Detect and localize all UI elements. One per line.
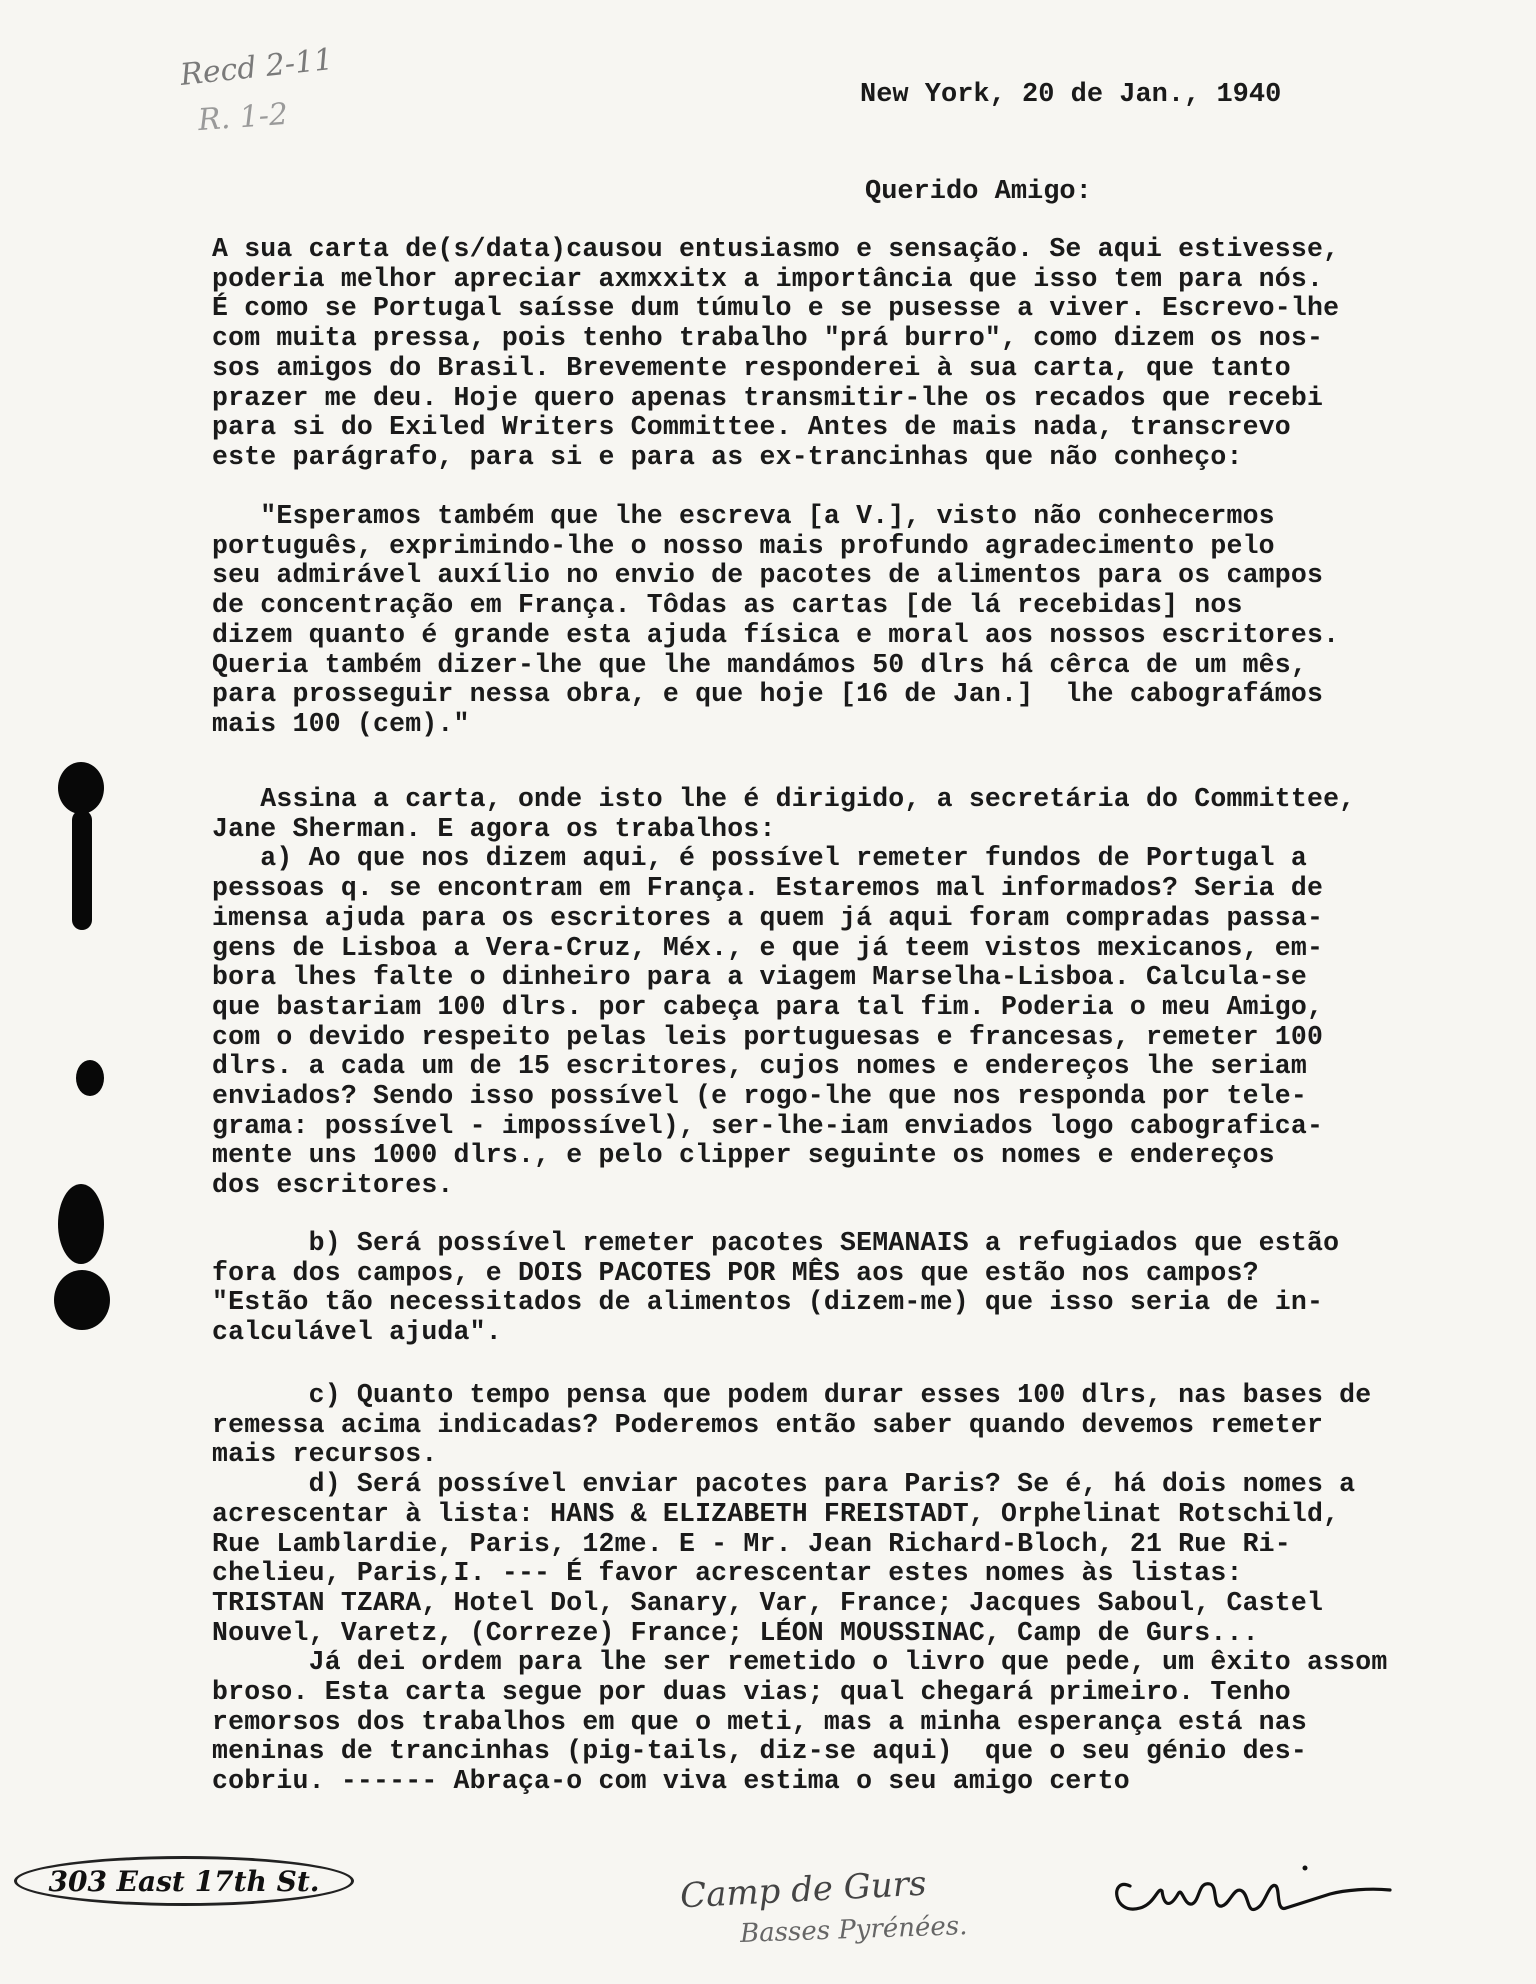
text-line: poderia melhor apreciar axmxxitx a importância que isso tem para nós. [212, 263, 1324, 294]
text-line: de concentração em França. Tôdas as cartas [de lá recebidas] nos [212, 590, 1243, 621]
text-line: Rue Lamblardie, Paris, 12me. E - Mr. Jean Richard-Bloch, 21 Rue Ri- [212, 1528, 1291, 1559]
text-line: calculável ajuda". [212, 1317, 502, 1348]
paragraph-intro [212, 235, 1502, 473]
text-line: remessa acima indicadas? Poderemos então saber quando devemos remeter [212, 1409, 1324, 1440]
text-line: mais recursos. [212, 1439, 438, 1470]
salutation: Querido Amigo: [865, 177, 1092, 207]
text-line: acrescentar à lista: HANS & ELIZABETH FREISTADT, Orphelinat Rotschild, [212, 1498, 1340, 1529]
text-line: mente uns 1000 dlrs., e pelo clipper seguinte os nomes e endereços [212, 1140, 1275, 1171]
text-line: prazer me deu. Hoje quero apenas transmitir-lhe os recados que recebi [212, 382, 1324, 413]
text-line: dos escritores. [212, 1170, 454, 1201]
ink-blot [58, 1184, 104, 1264]
text-line: d) Será possível enviar pacotes para Paris? Se é, há dois nomes a [212, 1469, 1356, 1500]
text-line: "Estão tão necessitados de alimentos (dizem-me) que isso seria de in- [212, 1287, 1324, 1318]
text-line: com muita pressa, pois tenho trabalho "prá burro", como dizem os nos- [212, 323, 1324, 354]
ink-blot [54, 1270, 110, 1330]
archival-note-2: R. 1-2 [196, 96, 290, 139]
text-line: pessoas q. se encontram em França. Estaremos mal informados? Seria de [212, 873, 1324, 904]
handwritten-note-line-1: Camp de Gurs [679, 1863, 928, 1917]
text-line: grama: possível - impossível), ser-lhe-iam enviados logo cabografica- [212, 1110, 1324, 1141]
text-line: Nouvel, Varetz, (Correze) France; LÉON MOUSSINAC, Camp de Gurs... [212, 1617, 1259, 1648]
text-line: meninas de trancinhas (pig-tails, diz-se aqui) que o seu génio des- [212, 1736, 1307, 1767]
text-line: cobriu. ------ Abraça-o com viva estima o seu amigo certo [212, 1766, 1130, 1797]
text-line: seu admirável auxílio no envio de pacotes de alimentos para os campos [212, 560, 1324, 591]
text-line: para si do Exiled Writers Committee. Antes de mais nada, transcrevo [212, 412, 1291, 443]
text-line: Assina a carta, onde isto lhe é dirigido, a secretária do Committee, [212, 784, 1356, 814]
text-line: imensa ajuda para os escritores a quem já aqui foram compradas passa- [212, 902, 1324, 933]
text-line: gens de Lisboa a Vera-Cruz, Méx., e que já teem vistos mexicanos, em- [212, 932, 1324, 963]
archival-note-1: Recd 2-11 [178, 42, 335, 93]
text-line: este parágrafo, para si e para as ex-trancinhas que não conheço: [212, 441, 1243, 472]
text-line: com o devido respeito pelas leis portuguesas e francesas, remeter 100 [212, 1021, 1324, 1052]
text-line: fora dos campos, e DOIS PACOTES POR MÊS aos que estão nos campos? [212, 1257, 1259, 1288]
paragraph-tasks-b [212, 1229, 1502, 1348]
text-line: Queria também dizer-lhe que lhe mandámos 50 dlrs há cêrca de um mês, [212, 649, 1307, 680]
paragraph-tasks-a [212, 785, 1502, 1201]
text-line: que bastariam 100 dlrs. por cabeça para tal fim. Poderia o meu Amigo, [212, 991, 1324, 1022]
ink-blot [76, 1060, 104, 1096]
dateline: New York, 20 de Jan., 1940 [860, 80, 1282, 110]
text-line: chelieu, Paris,I. --- É favor acrescentar estes nomes às listas: [212, 1558, 1243, 1589]
handwritten-note-line-2: Basses Pyrénées. [739, 1911, 968, 1949]
text-line: b) Será possível remeter pacotes SEMANAIS a refugiados que estão [212, 1228, 1340, 1258]
text-line: Jane Sherman. E agora os trabalhos: [212, 813, 776, 844]
text-line: dlrs. a cada um de 15 escritores, cujos nomes e endereços lhe seriam [212, 1051, 1307, 1082]
text-line: broso. Esta carta segue por duas vias; qual chegará primeiro. Tenho [212, 1677, 1291, 1708]
text-line: remorsos dos trabalhos em que o meti, mas a minha esperança está nas [212, 1706, 1307, 1737]
signature [1100, 1846, 1400, 1926]
quoted-paragraph [212, 502, 1502, 740]
text-line: Já dei ordem para lhe ser remetido o livro que pede, um êxito assom [212, 1647, 1388, 1678]
handwritten-address: 303 East 17th St. [14, 1856, 354, 1906]
paragraph-tasks-cd [212, 1381, 1502, 1797]
text-line: A sua carta de(s/data)causou entusiasmo e sensação. Se aqui estivesse, [212, 234, 1340, 264]
text-line: enviados? Sendo isso possível (e rogo-lhe que nos responda por tele- [212, 1081, 1307, 1112]
text-line: c) Quanto tempo pensa que podem durar esses 100 dlrs, nas bases de [212, 1380, 1372, 1410]
text-line: sos amigos do Brasil. Brevemente responderei à sua carta, que tanto [212, 352, 1291, 383]
text-line: TRISTAN TZARA, Hotel Dol, Sanary, Var, France; Jacques Saboul, Castel [212, 1587, 1324, 1618]
text-line: dizem quanto é grande esta ajuda física e moral aos nossos escritores. [212, 619, 1340, 650]
text-line: mais 100 (cem)." [212, 708, 470, 739]
text-line: "Esperamos também que lhe escreva [a V.], visto não conhecermos [212, 501, 1275, 531]
text-line: a) Ao que nos dizem aqui, é possível remeter fundos de Portugal a [212, 843, 1307, 874]
text-line: É como se Portugal saísse dum túmulo e se pusesse a viver. Escrevo-lhe [212, 293, 1340, 324]
ink-blot [58, 762, 104, 814]
text-line: português, exprimindo-lhe o nosso mais profundo agradecimento pelo [212, 530, 1275, 561]
ink-blot [72, 810, 92, 930]
text-line: para prosseguir nessa obra, e que hoje [16 de Jan.] lhe cabografámos [212, 679, 1324, 710]
text-line: bora lhes falte o dinheiro para a viagem Marselha-Lisboa. Calcula-se [212, 962, 1307, 993]
